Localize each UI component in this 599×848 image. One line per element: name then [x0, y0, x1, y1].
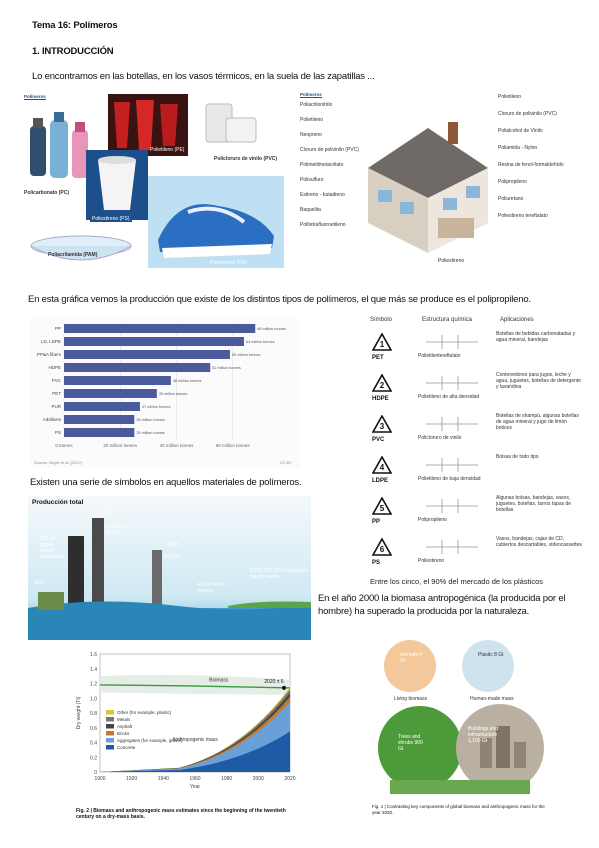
living-biomass-label: Living biomass: [394, 696, 428, 702]
biomass-chart: [72, 648, 300, 808]
y-tick-label: 0.8: [90, 711, 97, 717]
symbol-code: PVC: [372, 437, 385, 443]
category-label: HDPE: [48, 365, 61, 370]
label-pvc: Policloruro de vinilo (PVC): [214, 156, 278, 162]
x-tick-label: 40 million tonnes: [159, 443, 194, 448]
x-tick-label: 1960: [189, 776, 201, 782]
production-paragraph: En esta gráfica vemos la producción que existe de los distintos tipos de polímeros, el que más se produce es el polipropileno.: [28, 294, 531, 305]
y-tick-label: 0.2: [90, 755, 97, 762]
svg-text:4: 4: [379, 463, 385, 472]
biomass-caption: Fig. 2 | Biomass and anthropogenic mass estimates since the beginning of the twentieth century on a dry-mass basis.: [76, 808, 286, 820]
recycle-triangle-icon: [372, 333, 392, 353]
crossover-label: 2020 ± 6: [264, 678, 284, 685]
stat-waste: 6,300,000,000 t estimated plastic waste: [250, 568, 308, 580]
recycle-triangle-icon: [372, 374, 392, 394]
y-tick-label: 1.0: [90, 696, 97, 703]
symbol-code: LDPE: [372, 478, 389, 484]
symbol-code: HDPE: [372, 396, 389, 402]
bar: [64, 363, 210, 372]
label-pc: Policarbonato (PC): [24, 190, 70, 196]
y-tick-label: 1.2: [90, 681, 97, 688]
col-applications: Aplicaciones: [500, 317, 534, 323]
bar-value-label: 38 million tonnes: [172, 379, 202, 383]
symbol-row: [360, 370, 580, 404]
symbol-row: [360, 411, 580, 445]
chemical-structure-icon: [422, 456, 482, 474]
house-polymers-diagram: [298, 90, 573, 270]
biomass-paragraph: En el año 2000 la biomasa antropogénica (la producida por el hombre) ha superado la producida por la naturaleza.: [318, 593, 566, 617]
chemical-structure-icon: [422, 497, 482, 515]
bar: [64, 389, 157, 398]
legend-swatch: [106, 731, 114, 736]
shoe-image: [148, 176, 284, 268]
x-tick-label: 2000: [252, 776, 264, 782]
bar: [64, 324, 255, 333]
polymer-production-chart: [30, 318, 300, 468]
biomass-circles: [370, 630, 550, 800]
plastic-label: Plastic 8 Gt: [478, 652, 504, 658]
bar: [64, 350, 230, 359]
animals-label: Animals 4 Gt: [400, 652, 422, 664]
label-pe: Polietileno (PE): [150, 147, 185, 153]
recycle-triangle-icon: [372, 415, 392, 435]
bar-value-label: 64 million tonnes: [246, 340, 275, 344]
legend-swatch: [106, 738, 114, 743]
chart-credit: CC BY: [279, 460, 292, 465]
x-axis-label: Year: [189, 784, 201, 790]
x-tick-label: 1940: [157, 776, 169, 782]
y-tick-label: 0: [94, 770, 97, 776]
svg-text:2: 2: [379, 381, 385, 390]
biomass-label: Biomass: [209, 677, 229, 684]
polymer-name: Polipropileno: [418, 517, 447, 523]
polymer-applications: Vasos, bandejas, cajas de CD, cubiertos descartables, videocassettes: [496, 536, 582, 548]
legend-label: Bricks: [117, 731, 130, 736]
year-2017: 2017: [34, 580, 46, 586]
pvc-fitting-image: [200, 96, 260, 152]
col-structure: Estructura química: [422, 317, 473, 323]
polymer-applications: Algunas bolsas, bandejas, vasos, juguetes, botellas, tarros tapas de botellas: [496, 495, 572, 513]
category-label: PET: [52, 391, 61, 396]
category-label: PS: [54, 430, 61, 435]
document-title: Tema 16: Polímeros: [32, 20, 118, 31]
crossover-point: [282, 686, 286, 690]
category-label: PUR: [51, 404, 61, 409]
x-tick-label: 1920: [126, 776, 138, 782]
chemical-structure-icon: [422, 374, 482, 392]
symbol-row: [360, 493, 580, 527]
production-total-title: Producción total: [32, 499, 84, 506]
lens-image: [26, 230, 136, 270]
bar-value-label: 27 million tonnes: [141, 405, 171, 409]
anthropogenic-label: Anthropogenic mass: [172, 737, 218, 744]
stat-4900: 4,900 million tonnes: [198, 582, 227, 594]
polymer-name: Polietilentereftalato: [418, 353, 461, 359]
year-2015-b: 2015: [168, 542, 180, 548]
symbol-row: [360, 534, 580, 568]
chemical-structure-icon: [422, 538, 482, 556]
bar-value-label: 52 million tonnes: [212, 366, 241, 370]
bar: [64, 415, 134, 424]
bar-value-label: 68 million tonnes: [257, 327, 286, 331]
recycling-symbols-table: [360, 315, 585, 595]
category-label: PP: [54, 326, 61, 331]
category-label: PP&A fibers: [36, 352, 61, 357]
label-ps: Poliestireno (PS): [92, 216, 130, 222]
year-2015-a: 2015: [100, 510, 112, 516]
symbol-code: PS: [372, 560, 381, 566]
y-tick-label: 0.6: [90, 725, 97, 732]
category-label: PVC: [51, 378, 61, 383]
label-pu: Poliuretano (PU): [210, 260, 247, 266]
polymer-applications: Contenedores para jugos, leche y agua, juguetes, botellas de detergente y lavandina: [496, 372, 582, 390]
production-total-infographic: [28, 496, 311, 640]
recycle-triangle-icon: [372, 497, 392, 517]
legend-label: Other (for example, plastic): [117, 710, 172, 715]
x-tick-label: 1900: [94, 776, 106, 782]
house-right-labels: Polietileno Cloruro de polivinilo (PVC) Polialcohol de Vinilo Poliamida - Nylon Resina de fenol-formaldehído Polipropileno Poliuretano Poliestireno tereftalato: [498, 94, 564, 219]
house-diagram-label: Polímeros: [300, 92, 322, 97]
y-tick-label: 0.4: [90, 740, 97, 747]
bar-value-label: 59 million tonnes: [231, 353, 261, 357]
legend-swatch: [106, 724, 114, 729]
polymer-name: Polietileno de baja densidad: [418, 476, 481, 482]
y-tick-label: 1.6: [90, 652, 97, 658]
human-made-label: Human-made mass: [470, 696, 514, 702]
polymer-applications: Bolsas de todo tipo: [496, 454, 539, 460]
bar: [64, 376, 171, 385]
category-label: LD, LDPE: [40, 339, 61, 344]
collage-label: Polímeros: [24, 94, 46, 99]
symbol-code: PET: [372, 355, 384, 361]
chemical-structure-icon: [422, 333, 482, 351]
x-tick-label: 0 tonnes: [55, 443, 73, 448]
buildings-label: Buildings and infrastructure 1,100 Gt: [468, 726, 499, 744]
polymer-name: Polietileno de alta densidad: [418, 394, 480, 400]
symbols-paragraph: Existen una serie de símbolos en aquellos materiales de polímeros.: [30, 477, 302, 488]
polymer-name: Policloruro de vinilo: [418, 435, 462, 441]
legend-swatch: [106, 745, 114, 750]
legend-swatch: [106, 717, 114, 722]
biomass-chart-figure: [72, 648, 300, 824]
trees-label: Trees and shrubs 900 Gt: [398, 734, 423, 752]
x-tick-label: 2020: [284, 776, 296, 782]
symbol-code: PP: [372, 519, 381, 525]
chart-source: Source: Geyer et al. (2017): [34, 460, 83, 465]
house-illustration: [348, 98, 508, 258]
polymer-applications: Botellas de shampú, algunas botellas de agua mineral y jugo de limón botices: [496, 413, 579, 431]
symbol-row: [360, 329, 580, 363]
stat-8-3: 8.3 billion tonnes: [106, 524, 128, 536]
x-tick-label: 1980: [221, 776, 233, 782]
y-axis-label: Dry weight (Tt): [76, 696, 82, 730]
category-label: Additives: [42, 417, 61, 422]
polymer-name: Poliestireno: [418, 558, 445, 564]
svg-text:6: 6: [379, 545, 385, 554]
recycle-triangle-icon: [372, 538, 392, 558]
legend-label: Asphalt: [117, 724, 133, 729]
col-symbol: Símbolo: [370, 317, 393, 323]
section-heading: 1. INTRODUCCIÓN: [32, 46, 114, 57]
stat-275: 275 Mt: [164, 554, 180, 560]
biomass-compare-caption: Fig. 1 | Contrasting key components of global biomass and anthropogenic mass for the year 2020.: [372, 804, 545, 815]
symbol-row: [360, 452, 580, 486]
legend-label: Aggregates (for example, gravel): [117, 738, 183, 743]
legend-swatch: [106, 710, 114, 715]
bar-value-label: 33 million tonnes: [158, 392, 188, 396]
polymer-applications: Botellas de bebidas carbonatadas y agua mineral, bandejas: [496, 331, 576, 343]
x-tick-label: 60 million tonnes: [215, 443, 250, 448]
legend-label: Concrete: [117, 745, 136, 750]
bar: [64, 337, 244, 346]
symbols-footer: Entre los cinco, el 90% del mercado de los plásticos: [370, 577, 544, 586]
bar-value-label: 25 million tonnes: [136, 431, 165, 435]
recycle-triangle-icon: [372, 456, 392, 476]
biomass-comparison-illustration: [370, 630, 550, 820]
bar-value-label: 25 million tonnes: [136, 418, 165, 422]
y-tick-label: 1.4: [90, 666, 97, 673]
intro-paragraph: Lo encontramos en las botellas, en los vasos térmicos, en la suela de las zapatillas ...: [32, 71, 375, 82]
svg-text:1: 1: [379, 340, 385, 349]
chemical-structure-icon: [422, 415, 482, 433]
foam-cup-image: [86, 150, 148, 220]
house-left-labels: Poliacrilonitrilo Polietileno Neopreno Cloruro de polivinilo (PVC) Polimetilmetacrilato Polisulfuro Estireno - butadieno Baquelita Politetrafluoroetileno: [300, 102, 359, 228]
polymer-products-collage: [20, 92, 285, 272]
house-bottom-label: Poliestireno: [438, 258, 465, 264]
stat-322: 322 Mt global plastic production: [40, 536, 64, 560]
legend-label: Metals: [117, 717, 131, 722]
bar: [64, 402, 140, 411]
x-tick-label: 20 million tonnes: [103, 443, 138, 448]
label-pam: Poliacrilamida (PAM): [48, 252, 98, 258]
bar: [64, 428, 134, 437]
svg-text:5: 5: [379, 504, 385, 513]
svg-text:3: 3: [379, 422, 385, 431]
